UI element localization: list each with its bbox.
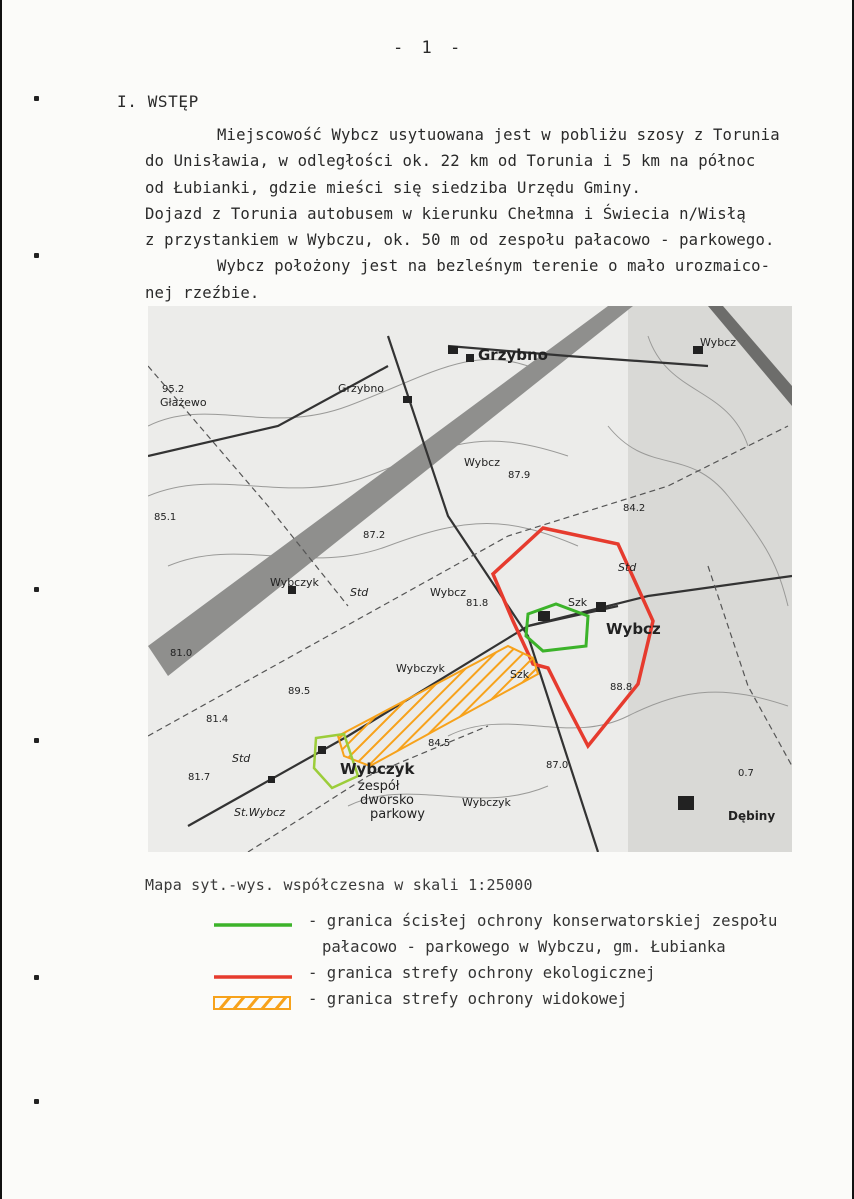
text-line: Wybcz położony jest na bezleśnym terenie o mało urozmaico- bbox=[217, 257, 771, 276]
elevation-label: 85.1 bbox=[154, 512, 177, 523]
elevation-label: 87.0 bbox=[546, 760, 569, 771]
legend-swatch-orange bbox=[212, 992, 294, 1006]
text-line: od Łubianki, gdzie mieści się siedziba Urzędu Gminy. bbox=[145, 178, 641, 197]
place-label: Std bbox=[350, 586, 369, 599]
elevation-label: 81.7 bbox=[188, 772, 211, 783]
place-label: Std bbox=[232, 752, 251, 765]
elevation-label: 84.2 bbox=[623, 503, 646, 514]
page-edge-left bbox=[0, 0, 2, 1199]
place-label: Dębiny bbox=[728, 809, 776, 823]
section-heading: I. WSTĘP bbox=[117, 92, 199, 111]
intro-text bbox=[145, 122, 835, 306]
elevation-label: 81.8 bbox=[466, 598, 489, 609]
place-label: Std bbox=[618, 561, 637, 574]
manor-label: dworsko bbox=[360, 793, 414, 808]
elevation-label: 81.4 bbox=[206, 714, 229, 725]
elevation-label: 95.2 bbox=[162, 384, 185, 395]
map-caption: Mapa syt.-wys. współczesna w skali 1:25000 bbox=[145, 876, 533, 894]
place-label: Wybczyk bbox=[340, 760, 415, 778]
legend-label: - granica strefy ochrony widokowej bbox=[308, 990, 628, 1008]
text-line: z przystankiem w Wybczu, ok. 50 m od zespołu pałacowo - parkowego. bbox=[145, 231, 775, 250]
legend-swatch-red bbox=[212, 966, 294, 980]
elevation-label: 81.0 bbox=[170, 648, 193, 659]
place-label: Wybcz bbox=[700, 336, 736, 349]
legend-label-continuation: pałacowo - parkowego w Wybczu, gm. Łubianka bbox=[322, 938, 726, 956]
text-line: do Unisławia, w odległości ok. 22 km od Torunia i 5 km na północ bbox=[145, 152, 756, 171]
elevation-label: 87.2 bbox=[363, 530, 386, 541]
margin-mark bbox=[34, 253, 39, 258]
margin-mark bbox=[34, 96, 39, 101]
legend-label: - granica ścisłej ochrony konserwatorskiej zespołu bbox=[308, 912, 778, 930]
text-line: Dojazd z Torunia autobusem w kierunku Chełmna i Świecia n/Wisłą bbox=[145, 204, 746, 223]
place-label: Grzybno bbox=[338, 382, 385, 395]
place-label: Wybcz bbox=[430, 586, 466, 599]
legend-label: - granica strefy ochrony ekologicznej bbox=[308, 964, 656, 982]
margin-mark bbox=[34, 738, 39, 743]
place-label: Wybczyk bbox=[462, 796, 511, 809]
margin-mark bbox=[34, 975, 39, 980]
place-label: Wybczyk bbox=[270, 576, 319, 589]
place-label: Wybcz bbox=[606, 620, 661, 638]
place-label: Wybcz bbox=[464, 456, 500, 469]
elevation-label: 87.9 bbox=[508, 470, 531, 481]
manor-label: parkowy bbox=[370, 807, 425, 822]
margin-mark bbox=[34, 587, 39, 592]
map-drawing bbox=[148, 306, 792, 852]
text-line: Miejscowość Wybcz usytuowana jest w pobliżu szosy z Torunia bbox=[217, 126, 780, 144]
place-label: St.Wybcz bbox=[234, 806, 285, 819]
elevation-label: 88.8 bbox=[610, 682, 633, 693]
place-label: Szk bbox=[568, 596, 588, 609]
manor-label: zespół bbox=[358, 779, 400, 794]
place-label: Szk bbox=[510, 668, 530, 681]
place-label: Głażewo bbox=[160, 396, 207, 409]
topographic-map bbox=[148, 306, 792, 852]
page-number: - 1 - bbox=[393, 38, 465, 58]
elevation-label: 84.5 bbox=[428, 738, 451, 749]
place-label: Wybczyk bbox=[396, 662, 445, 675]
legend-swatch-green bbox=[212, 914, 294, 928]
elevation-label: 89.5 bbox=[288, 686, 311, 697]
elevation-label: 0.7 bbox=[738, 768, 754, 779]
place-label: Grzybno bbox=[478, 346, 548, 364]
text-line: nej rzeźbie. bbox=[145, 283, 260, 302]
margin-mark bbox=[34, 1099, 39, 1104]
